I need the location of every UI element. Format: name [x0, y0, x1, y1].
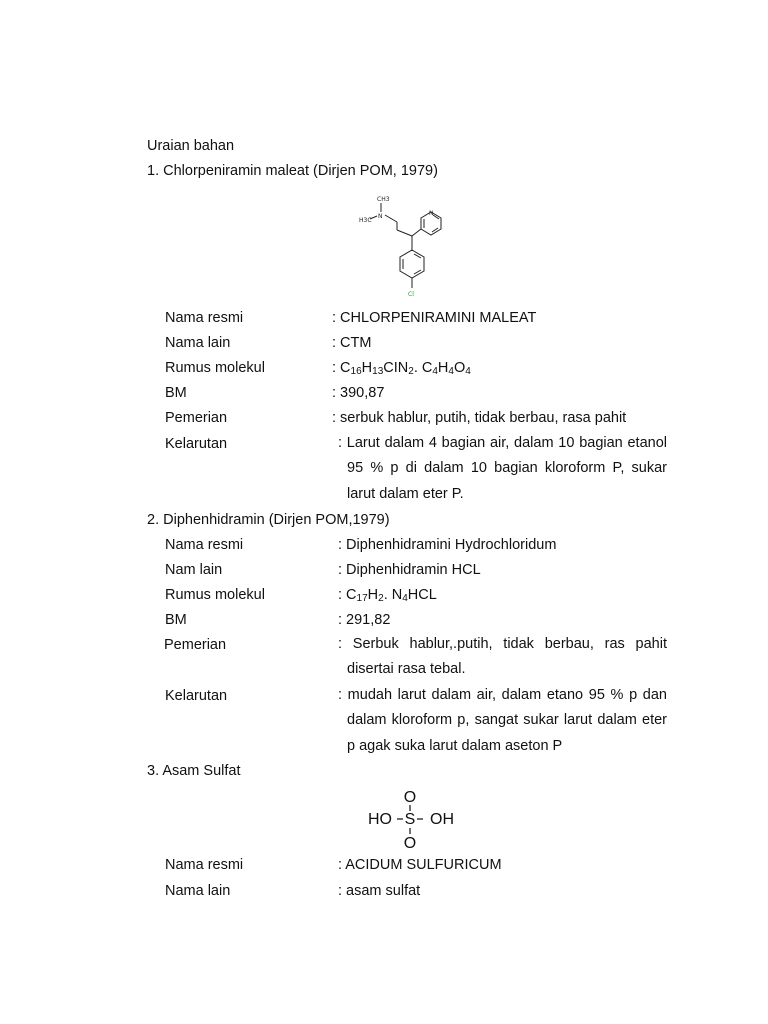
row-value-solubility: : mudah larut dalam air, dalam etano 95 % p dan dalam kloroform p, sangat sukar larut dalam eter p agak suka larut dalam aseton P — [338, 687, 667, 754]
row-label: Pemerian — [165, 410, 228, 426]
sulfuric-acid-structure-image — [360, 784, 470, 854]
row-label: Nama resmi — [165, 857, 244, 873]
row-value: : Diphenhidramin HCL — [338, 562, 481, 578]
section-heading-asam-sulfat: 3. Asam Sulfat — [147, 763, 241, 779]
atom-label-ho: HO — [368, 811, 392, 828]
atom-label-h3c: H3C — [359, 217, 372, 224]
row-label: Nama resmi — [165, 537, 244, 553]
row-value: : 291,82 — [338, 612, 391, 628]
page-title: Uraian bahan — [147, 138, 235, 154]
atom-label-n-amine: N — [378, 213, 383, 220]
row-value: : ACIDUM SULFURICUM — [338, 857, 502, 873]
row-label: BM — [165, 385, 187, 401]
row-label: Rumus molekul — [165, 360, 265, 376]
row-label: Rumus molekul — [165, 587, 265, 603]
molecular-formula: : $C_{17}H_2$. $N_4HCL$ — [338, 587, 437, 604]
molecular-formula: : $C_{16}H_{13}CIN_2$. $C_4H_4O_4$ — [332, 360, 471, 377]
row-label: Nam lain — [165, 562, 223, 578]
row-value: : Diphenhidramini Hydrochloridum — [338, 537, 557, 553]
row-value: : CHLORPENIRAMINI MALEAT — [332, 310, 537, 326]
atom-label-s: S — [404, 811, 416, 828]
row-value-solubility: : Larut dalam 4 bagian air, dalam 10 bagian etanol 95 % p di dalam 10 bagian kloroform P, sukar larut dalam eter P. — [338, 435, 667, 502]
atom-label-oh: OH — [430, 811, 454, 828]
row-label: BM — [165, 612, 187, 628]
atom-label-o-bottom: O — [403, 835, 417, 852]
row-value: : asam sulfat — [338, 883, 421, 899]
row-label: Nama lain — [165, 335, 231, 351]
row-value-description: : Serbuk hablur,.putih, tidak berbau, ras pahit disertai rasa tebal. — [338, 636, 667, 678]
row-label: Nama resmi — [165, 310, 244, 326]
atom-label-n-pyridine: N — [429, 210, 434, 217]
row-value: : 390,87 — [332, 385, 385, 401]
chlorpheniramine-structure-image — [350, 192, 470, 300]
row-label: Kelarutan — [165, 436, 228, 452]
atom-label-cl: Cl — [408, 291, 414, 298]
atom-label-ch3: CH3 — [377, 196, 390, 203]
row-label: Pemerian — [164, 637, 227, 653]
section-heading-diphenhidramin: 2. Diphenhidramin (Dirjen POM,1979) — [147, 512, 390, 528]
row-value: : serbuk hablur, putih, tidak berbau, rasa pahit — [332, 410, 627, 426]
row-label: Kelarutan — [165, 688, 228, 704]
section-heading-chlorpeniramin: 1. Chlorpeniramin maleat (Dirjen POM, 1979) — [147, 163, 438, 179]
atom-label-o-top: O — [403, 789, 417, 806]
row-label: Nama lain — [165, 883, 231, 899]
row-value: : CTM — [332, 335, 372, 351]
